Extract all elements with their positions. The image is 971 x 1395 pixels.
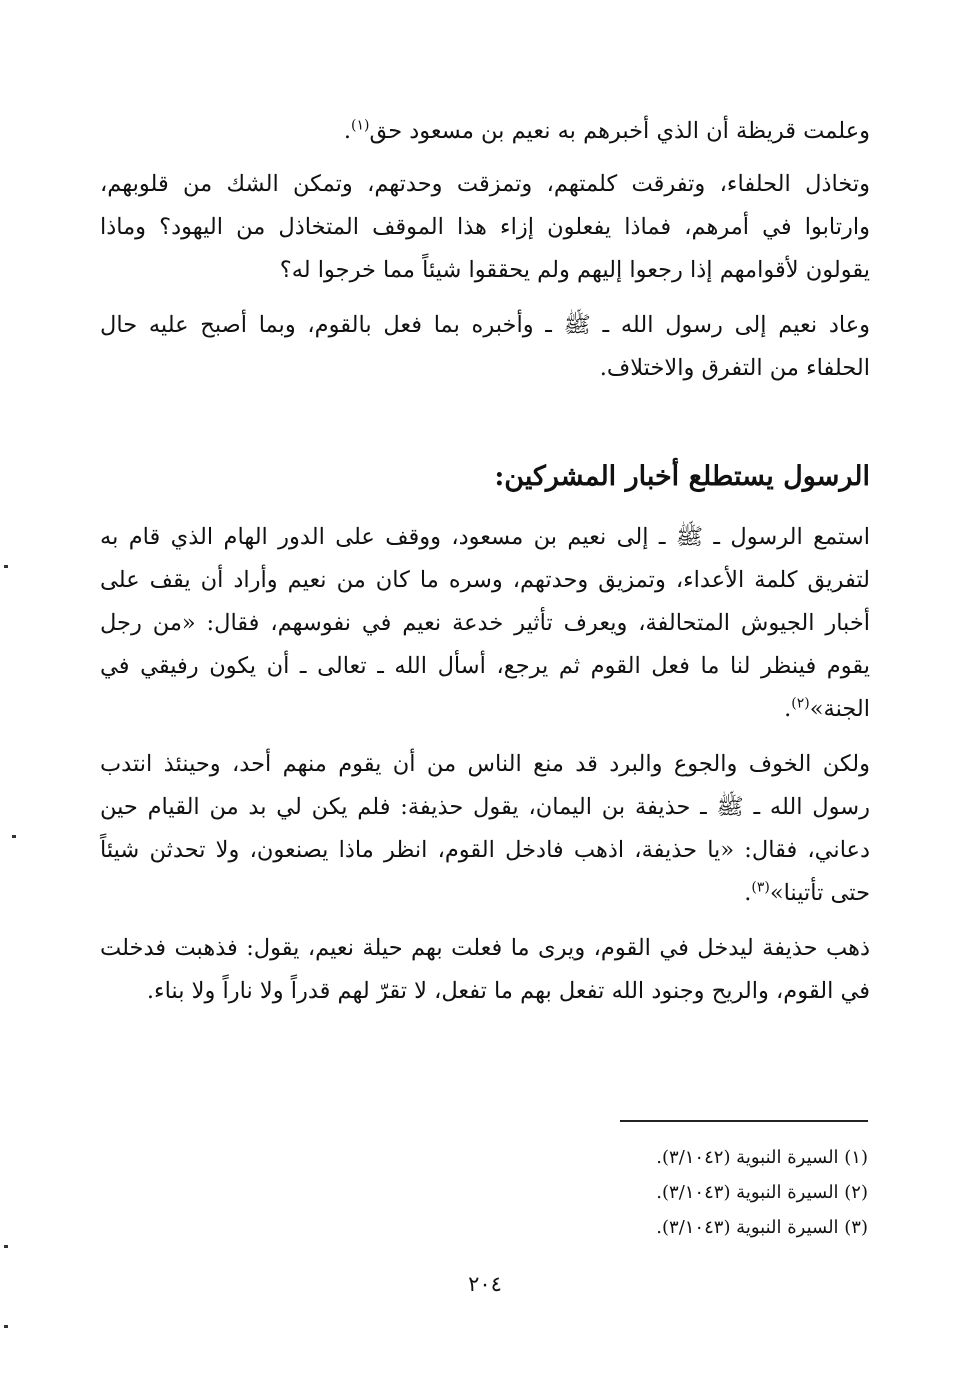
paragraph-5: ولكن الخوف والجوع والبرد قد منع الناس من أن يقوم منهم أحد، وحينئذ انتدب رسول الله ـ ﷺ ـ حذيفة بن اليمان، يقول حذيفة: فلم يكن لي بد من القيام حين دعاني، فقال: «يا حذيفة، اذهب فادخل القوم، انظر ماذا يصنعون، ولا تحدثن شيئاً حتى تأتينا»$^{(٣)}$. [100,751,870,906]
scan-speck [12,835,16,838]
paragraph-3: وعاد نعيم إلى رسول الله ـ ﷺ ـ وأخبره بما فعل بالقوم، وبما أصبح عليه حال الحلفاء من التفرق والاختلاف. [100,312,870,381]
paragraph-6: ذهب حذيفة ليدخل في القوم، ويرى ما فعلت بهم حيلة نعيم، يقول: فذهبت فدخلت في القوم، والريح وجنود الله تفعل بهم ما تفعل، لا تقرّ لهم قدراً ولا ناراً ولا بناء. [100,935,870,1004]
footnotes [500,1140,868,1245]
page-number: ٢٠٤ [468,1272,502,1296]
page-body [100,110,870,1025]
section-heading: الرسول يستطلع أخبار المشركين: [494,461,870,492]
footnote-2: (٢) السيرة النبوية (٣/١٠٤٣). [656,1182,868,1203]
scan-speck [4,565,8,568]
footnote-ref-3: (٣) [751,879,770,896]
footnote-ref-1: (١) [350,117,370,134]
scan-speck [4,1245,8,1248]
scan-speck [4,1325,8,1328]
footnote-3: (٣) السيرة النبوية (٣/١٠٤٣). [656,1217,868,1238]
paragraph-2: وتخاذل الحلفاء، وتفرقت كلمتهم، وتمزقت وحدتهم، وتمكن الشك من قلوبهم، وارتابوا في أمرهم، فماذا يفعلون إزاء هذا الموقف المتخاذل من اليهود؟ وماذا يقولون لأقوامهم إذا رجعوا إليهم ولم يحققوا شيئاً مما خرجوا له؟ [100,171,870,283]
footnote-divider [620,1120,868,1122]
footnote-ref-2: (٢) [791,695,810,712]
paragraph-1: وعلمت قريظة أن الذي أخبرهم به نعيم بن مسعود حق$^{(١)}$. [343,117,870,144]
footnote-1: (١) السيرة النبوية (٣/١٠٤٢). [656,1147,868,1168]
paragraph-4: استمع الرسول ـ ﷺ ـ إلى نعيم بن مسعود، ووقف على الدور الهام الذي قام به لتفريق كلمة الأعداء، وتمزيق وحدتهم، وسره ما كان من نعيم وأراد أن يقف على أخبار الجيوش المتحالفة، ويعرف تأثير خدعة نعيم في نفوسهم، فقال: «من رجل يقوم فينظر لنا ما فعل القوم ثم يرجع، أسأل الله ـ تعالى ـ أن يكون رفيقي في الجنة»$^{(٢)}$. [100,524,870,722]
